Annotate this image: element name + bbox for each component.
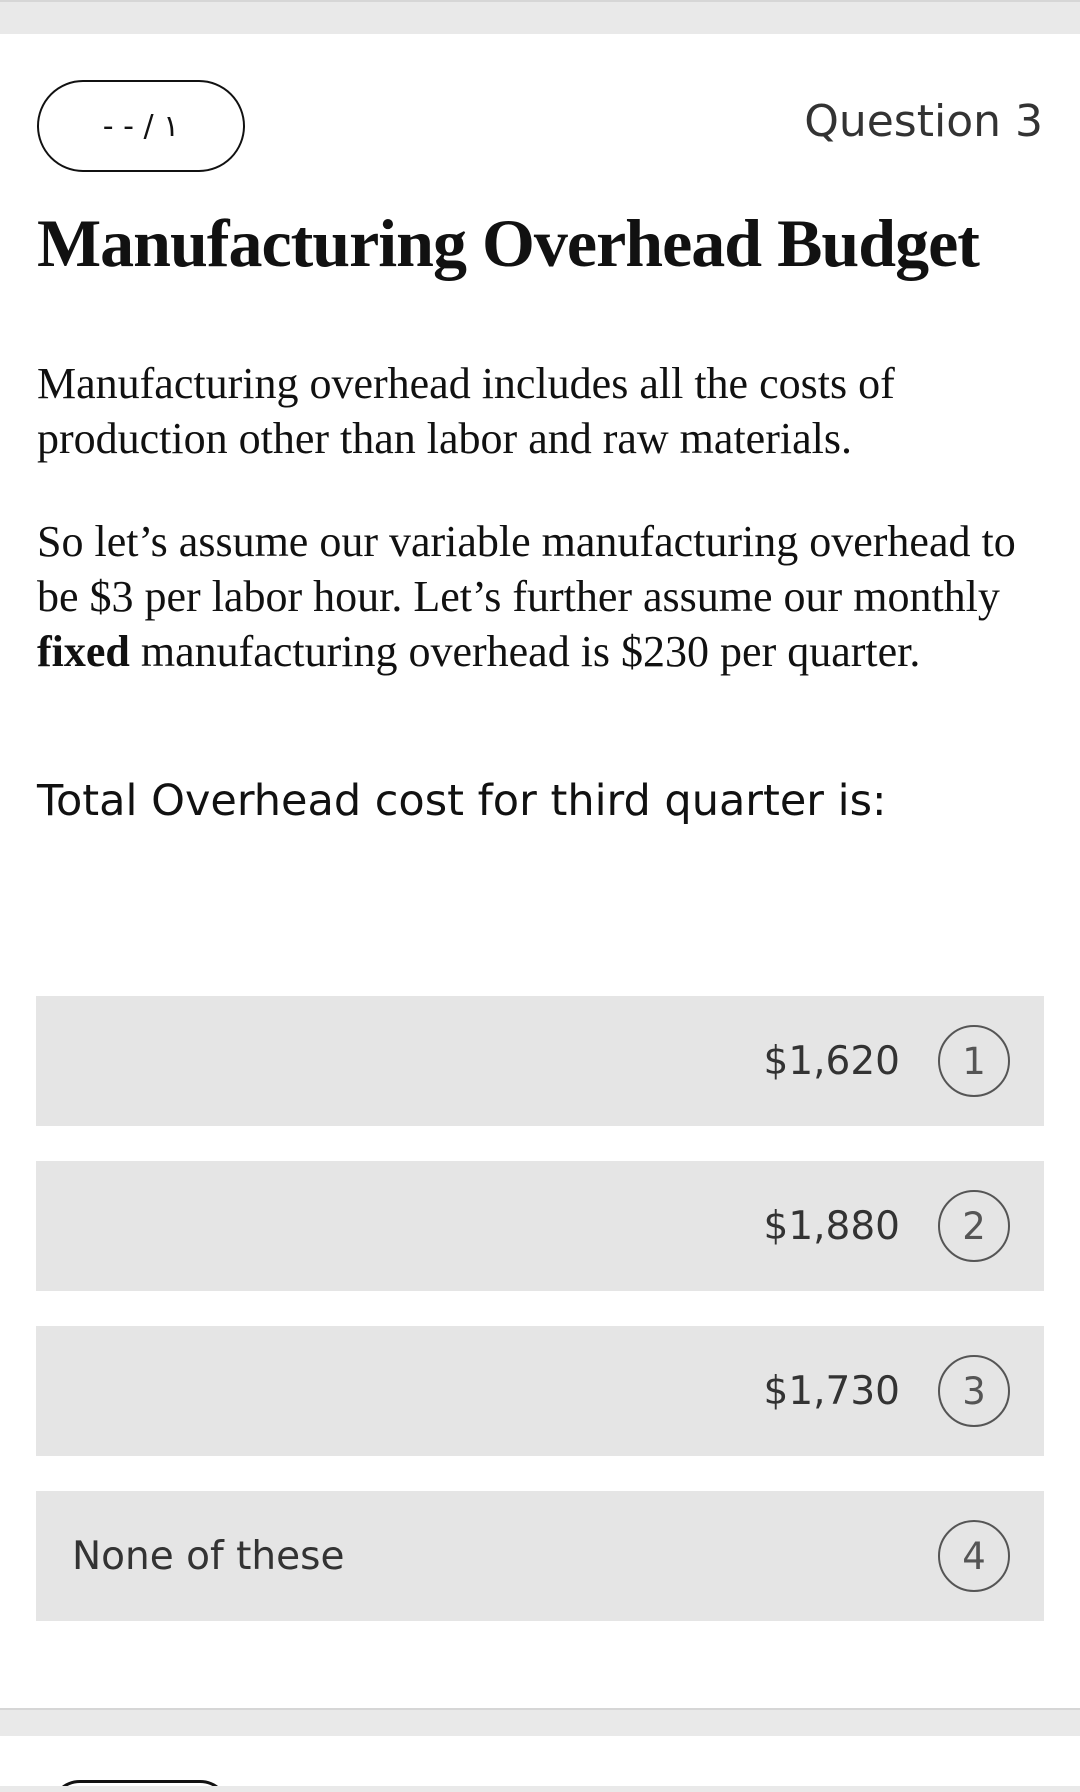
next-card-edge <box>0 1786 1080 1792</box>
question-paragraph-2 <box>37 514 1047 679</box>
answer-option-2[interactable] <box>36 1161 1044 1291</box>
answer-number-badge: 3 <box>938 1355 1010 1427</box>
question-counter-pill[interactable] <box>37 80 245 172</box>
answer-option-4[interactable] <box>36 1491 1044 1621</box>
answer-option-text: $1,730 <box>763 1368 900 1414</box>
answer-number-badge: 1 <box>938 1025 1010 1097</box>
answer-number-badge: 4 <box>938 1520 1010 1592</box>
answer-option-text: $1,620 <box>763 1038 900 1084</box>
question-card <box>0 34 1080 1708</box>
paragraph-2-text-end: manufacturing overhead is $230 per quarter. <box>129 627 921 676</box>
question-title: Manufacturing Overhead Budget <box>37 205 979 281</box>
question-paragraph-1: Manufacturing overhead includes all the costs of production other than labor and raw materials. <box>37 359 895 463</box>
top-separator-band <box>0 0 1080 34</box>
question-counter-text: - - / ١ <box>102 108 180 144</box>
answer-option-3[interactable] <box>36 1326 1044 1456</box>
answer-option-text: None of these <box>72 1533 345 1579</box>
answer-option-text: $1,880 <box>763 1203 900 1249</box>
paragraph-2-text-start: So let’s assume our variable manufacturing overhead to be $3 per labor hour. Let’s further assume our monthly <box>37 517 1016 621</box>
answer-option-1[interactable] <box>36 996 1044 1126</box>
question-number-label: Question 3 <box>804 96 1043 147</box>
bottom-separator-band <box>0 1708 1080 1736</box>
question-prompt: Total Overhead cost for third quarter is: <box>37 776 887 826</box>
answer-number-badge: 2 <box>938 1190 1010 1262</box>
paragraph-2-bold-word: fixed <box>37 627 130 676</box>
next-question-card-peek <box>0 1736 1080 1792</box>
